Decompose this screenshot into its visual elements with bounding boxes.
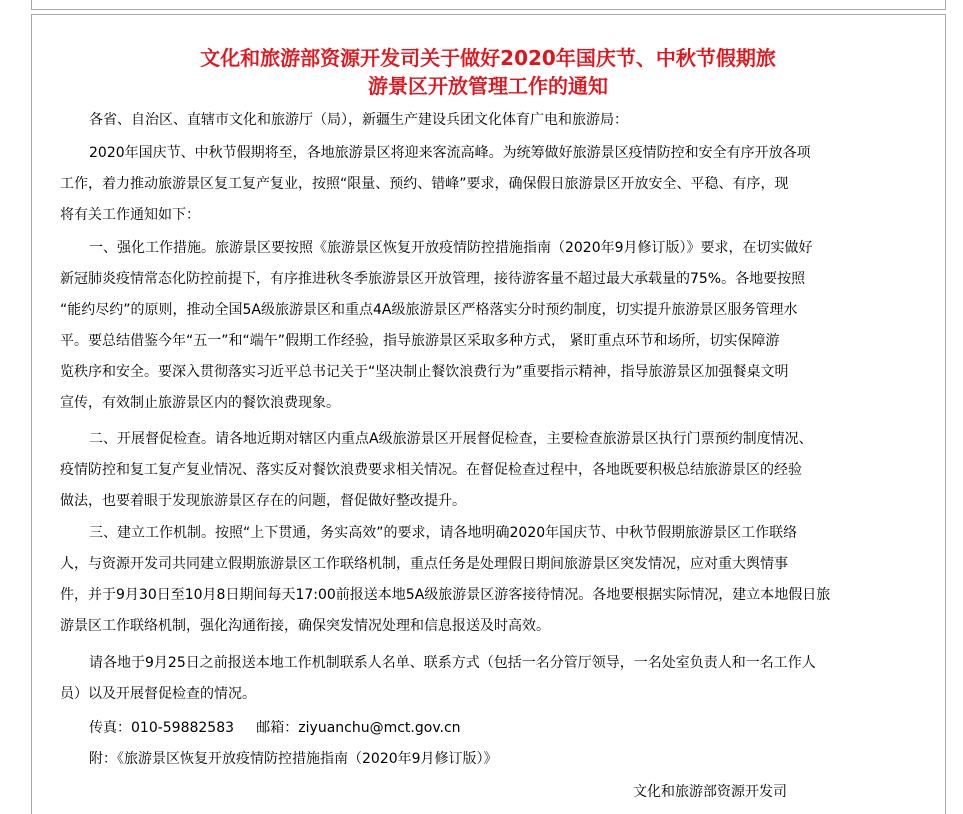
title-line-1: 文化和旅游部资源开发司关于做好2020年国庆节、中秋节假期旅 xyxy=(200,46,776,70)
attachment-line: 附：《旅游景区恢复开放疫情防控措施指南（2020年9月修订版）》 xyxy=(89,751,498,767)
fax-label: 传真： xyxy=(89,720,131,736)
fax-number: 010-59882583 xyxy=(131,720,235,736)
contact-info xyxy=(60,713,916,744)
section-3-paragraph: 三、建立工作机制。按照“上下贯通，务实高效”的要求，请各地明确2020年国庆节、中秋节假期旅游景区工作联络 人，与资源开发司共同建立假期旅游景区工作联络机制，重点任务是处理假日期间旅游景区突发情况，应对重大舆情事 件，并于9月30日至10月8日期间每天17:00前报送本地5A级旅游景区游客接待情况。各地要根据实际情况，建立本地假日旅 游景区工作联络机制，强化沟通衔接，确保突发情况处理和信息报送及时高效。 xyxy=(60,525,831,634)
section-1-paragraph: 一、强化工作措施。旅游景区要按照《旅游景区恢复开放疫情防控措施指南（2020年9月修订版）》要求，在切实做好 新冠肺炎疫情常态化防控前提下，有序推进秋冬季旅游景区开放管理，接待游客量不超过最大承载量的75%。各地要按照 “能约尽约”的原则，推动全国5A级旅游景区和重点4A级旅游景区严格落实分时预约制度，切实提升旅游景区服务管理水 平。要总结借鉴今年“五一”和“端午”假期工作经验，指导旅游景区采取多种方式， 紧盯重点环节和场所，切实保障游 览秩序和安全。要深入贯彻落实习近平总书记关于“坚决制止餐饮浪费行为”重要指示精神，指导旅游景区加强餐桌文明 宣传，有效制止旅游景区内的餐饮浪费现象。 xyxy=(60,240,813,411)
signature: 文化和旅游部资源开发司 xyxy=(633,784,787,800)
email-address[interactable]: ziyuanchu@mct.gov.cn xyxy=(298,720,461,736)
closing-paragraph: 请各地于9月25日之前报送本地工作机制联系人名单、联系方式（包括一名分管厅领导，一名处室负责人和一名工作人 员）以及开展督促检查的情况。 xyxy=(60,655,816,702)
salutation: 各省、自治区、直辖市文化和旅游厅（局），新疆生产建设兵团文化体育广电和旅游局： xyxy=(89,112,628,128)
title-line-2: 游景区开放管理工作的通知 xyxy=(368,74,608,98)
notice-title xyxy=(60,44,916,100)
top-panel xyxy=(31,0,946,10)
email-label: 邮箱： xyxy=(256,720,299,736)
intro-paragraph: 2020年国庆节、中秋节假期将至，各地旅游景区将迎来客流高峰。为统筹做好旅游景区疫情防控和安全有序开放各项 工作，着力推动旅游景区复工复产复业，按照“限量、预约、错峰”要求，确保假日旅游景区开放安全、平稳、有序，现 将有关工作通知如下： xyxy=(60,145,811,223)
section-2-paragraph: 二、开展督促检查。请各地近期对辖区内重点A级旅游景区开展督促检查，主要检查旅游景区执行门票预约制度情况、 疫情防控和复工复产复业情况、落实反对餐饮浪费要求相关情况。在督促检查过程中，各地既要积极总结旅游景区的经验 做法，也要着眼于发现旅游景区存在的问题，督促做好整改提升。 xyxy=(60,431,813,509)
